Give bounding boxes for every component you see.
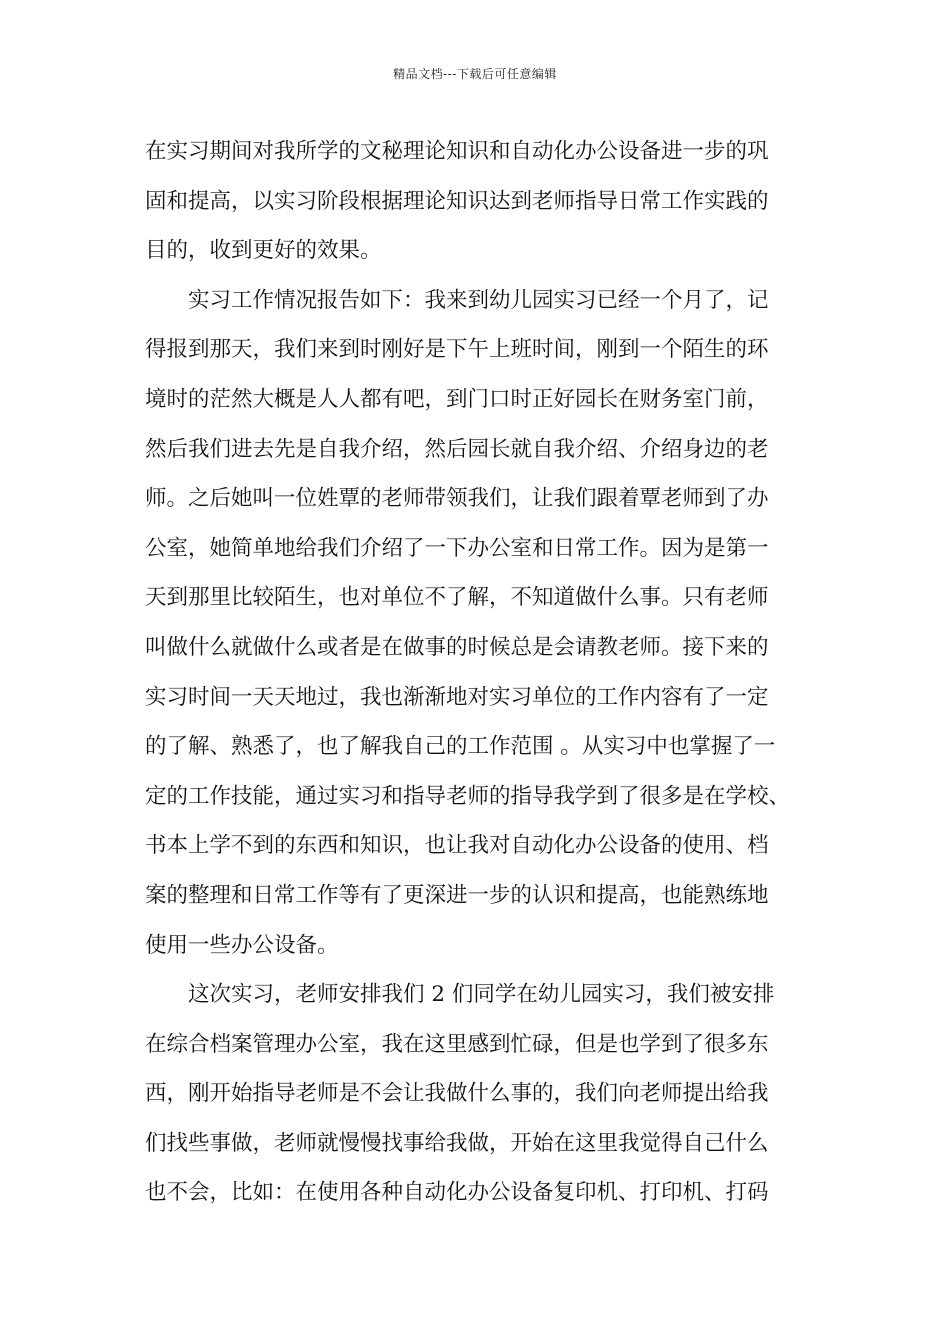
document-body (145, 132, 815, 1223)
text-line: 师。之后她叫一位姓覃的老师带领我们，让我们跟着覃老师到了办 (145, 486, 769, 512)
text-line: 公室，她简单地给我们介绍了一下办公室和日常工作。因为是第一 (145, 535, 769, 561)
text-line: 境时的茫然大概是人人都有吧，到门口时正好园长在财务室门前， (145, 386, 769, 412)
text-line: 也不会，比如：在使用各种自动化办公设备复印机、打印机、打码 (145, 1180, 769, 1206)
page-header: 精品文档---下载后可任意编辑 (393, 67, 557, 81)
text-line: 书本上学不到的东西和知识，也让我对自动化办公设备的使用、档 (145, 833, 769, 859)
text-line: 得报到那天，我们来到时刚好是下午上班时间，刚到一个陌生的环 (145, 337, 769, 363)
text-line: 天到那里比较陌生，也对单位不了解，不知道做什么事。只有老师 (145, 585, 769, 611)
text-line: 然后我们进去先是自我介绍，然后园长就自我介绍、介绍身边的老 (145, 436, 769, 462)
text-line: 叫做什么就做什么或者是在做事的时候总是会请教老师。接下来的 (145, 634, 769, 660)
text-line: 实习时间一天天地过，我也渐渐地对实习单位的工作内容有了一定 (145, 684, 769, 710)
text-line: 们找些事做，老师就慢慢找事给我做，开始在这里我觉得自己什么 (145, 1130, 769, 1156)
text-line: 在综合档案管理办公室，我在这里感到忙碌，但是也学到了很多东 (145, 1031, 769, 1057)
text-line: 西，刚开始指导老师是不会让我做什么事的，我们向老师提出给我 (145, 1081, 769, 1107)
text-line: 实习工作情况报告如下：我来到幼儿园实习已经一个月了，记 (188, 287, 769, 313)
text-line: 案的整理和日常工作等有了更深进一步的认识和提高，也能熟练地 (145, 882, 769, 908)
text-line: 使用一些办公设备。 (145, 932, 339, 958)
text-line: 固和提高，以实习阶段根据理论知识达到老师指导日常工作实践的 (145, 188, 769, 214)
text-line: 定的工作技能，通过实习和指导老师的指导我学到了很多是在学校、 (145, 783, 791, 809)
text-line: 这次实习，老师安排我们 2 们同学在幼儿园实习，我们被安排 (188, 982, 775, 1008)
text-line: 的了解、熟悉了，也了解我自己的工作范围 。从实习中也掌握了一 (145, 734, 776, 760)
text-line: 在实习期间对我所学的文秘理论知识和自动化办公设备进一步的巩 (145, 139, 769, 164)
text-line: 目的，收到更好的效果。 (145, 238, 382, 264)
